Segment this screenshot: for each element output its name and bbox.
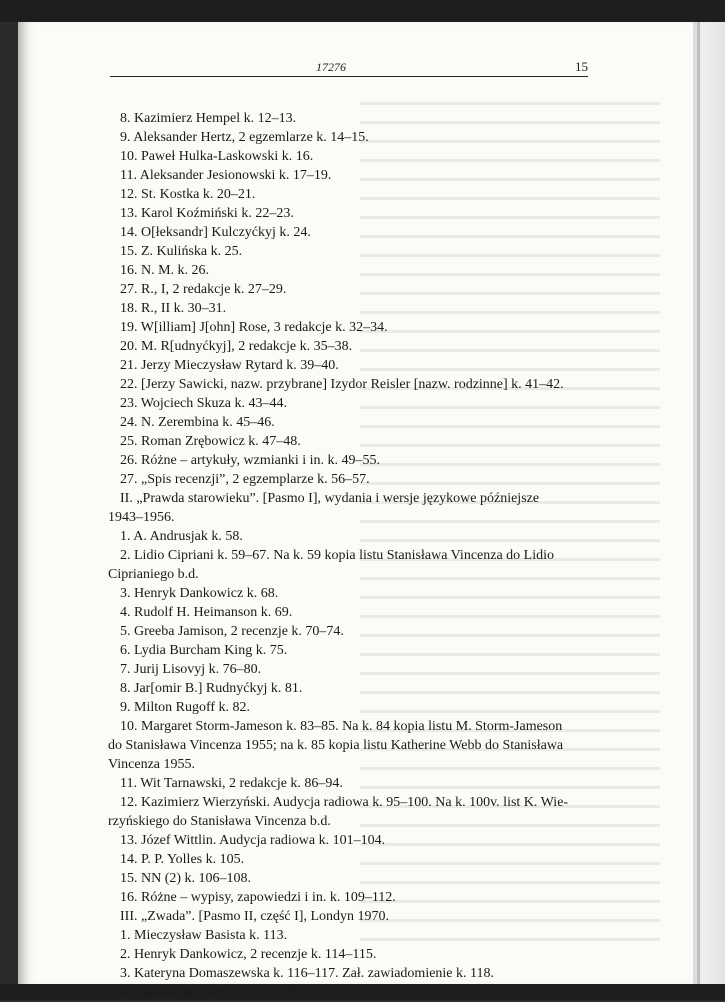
text-line: 11. Aleksander Jesionowski k. 17–19. (120, 168, 332, 183)
text-line: 20. M. R[udnyćkyj], 2 redakcje k. 35–38. (120, 339, 353, 354)
text-line: 13. Józef Wittlin. Audycja radiowa k. 101–104. (120, 833, 386, 848)
text-line: 4. Rudolf H. Heimanson k. 69. (120, 605, 293, 620)
text-line: 25. Roman Zrębowicz k. 47–48. (120, 434, 301, 449)
text-line: 11. Wit Tarnawski, 2 redakcje k. 86–94. (120, 776, 343, 791)
text-line: 1. A. Andrusjak k. 58. (120, 529, 243, 544)
page-number: 15 (575, 59, 588, 74)
text-line: 21. Jerzy Mieczysław Rytard k. 39–40. (120, 358, 339, 373)
text-line: 9. Milton Rugoff k. 82. (120, 700, 251, 715)
text-line: 10. Margaret Storm-Jameson k. 83–85. Na k. 84 kopia listu M. Storm-Jameson (120, 719, 563, 734)
document-body (108, 109, 593, 1002)
text-line: 27. R., I, 2 redakcje k. 27–29. (120, 282, 287, 297)
text-line: 14. O[łeksandr] Kulczyćkyj k. 24. (120, 225, 311, 240)
text-line: 19. W[illiam] J[ohn] Rose, 3 redakcje k. 32–34. (120, 320, 388, 335)
text-line: 12. St. Kostka k. 20–21. (120, 187, 256, 202)
text-line: 3. Kateryna Domaszewska k. 116–117. Zał. zawiadomienie k. 118. (120, 966, 495, 981)
text-line: rzyńskiego do Stanisława Vincenza b.d. (108, 814, 331, 829)
page-edge-strip (697, 22, 700, 984)
text-line: 5. Greeba Jamison, 2 recenzje k. 70–74. (120, 624, 344, 639)
text-line: 26. Różne – artykuły, wzmianki i in. k. 49–55. (120, 453, 380, 468)
text-line: 1943–1956. (108, 510, 175, 525)
text-line: Vincenza 1955. (108, 757, 196, 772)
text-line: 1. Mieczysław Basista k. 113. (120, 928, 288, 943)
text-line: Ciprianiego b.d. (108, 567, 199, 582)
text-line: II. „Prawda starowieku”. [Pasmo I], wydania i wersje językowe późniejsze (120, 491, 540, 506)
page-edge (693, 22, 725, 984)
running-title: 17276 (316, 60, 346, 74)
scan-top-border (0, 0, 725, 22)
text-line: 22. [Jerzy Sawicki, nazw. przybrane] Izydor Reisler [nazw. rodzinne] k. 41–42. (120, 377, 564, 392)
text-line: 18. R., II k. 30–31. (120, 301, 227, 316)
running-header (110, 52, 588, 77)
text-line: 23. Wojciech Skuza k. 43–44. (120, 396, 287, 411)
text-line: 7. Jurij Lisovyj k. 76–80. (120, 662, 262, 677)
text-line: 24. N. Zerembina k. 45–46. (120, 415, 275, 430)
text-line: 14. P. P. Yolles k. 105. (120, 852, 245, 867)
text-line: 16. N. M. k. 26. (120, 263, 210, 278)
text-line: 4. Aleksander Hertz k. 119–120. (120, 985, 302, 1000)
text-line: 2. Lidio Cipriani k. 59–67. Na k. 59 kopia listu Stanisława Vincenza do Lidio (120, 548, 555, 563)
text-line: do Stanisława Vincenza 1955; na k. 85 kopia listu Katherine Webb do Stanisława (108, 738, 564, 753)
text-line: 2. Henryk Dankowicz, 2 recenzje k. 114–115. (120, 947, 377, 962)
text-line: 15. NN (2) k. 106–108. (120, 871, 252, 886)
text-line: 9. Aleksander Hertz, 2 egzemlarze k. 14–15. (120, 130, 369, 145)
text-line: III. „Zwada”. [Pasmo II, część I], Londyn 1970. (120, 909, 390, 924)
text-line: 3. Henryk Dankowicz k. 68. (120, 586, 279, 601)
text-line: 8. Kazimierz Hempel k. 12–13. (120, 111, 297, 126)
text-line: 6. Lydia Burcham King k. 75. (120, 643, 288, 658)
text-line: 27. „Spis recenzji”, 2 egzemplarze k. 56–57. (120, 472, 370, 487)
text-line: 15. Z. Kulińska k. 25. (120, 244, 243, 259)
text-line: 13. Karol Koźmiński k. 22–23. (120, 206, 294, 221)
text-line: 10. Paweł Hulka-Laskowski k. 16. (120, 149, 314, 164)
text-line: 8. Jar[omir B.] Rudnyćkyj k. 81. (120, 681, 303, 696)
text-line: 16. Różne – wypisy, zapowiedzi i in. k. 109–112. (120, 890, 396, 905)
text-line: 12. Kazimierz Wierzyński. Audycja radiowa k. 95–100. Na k. 100v. list K. Wie- (120, 795, 569, 810)
